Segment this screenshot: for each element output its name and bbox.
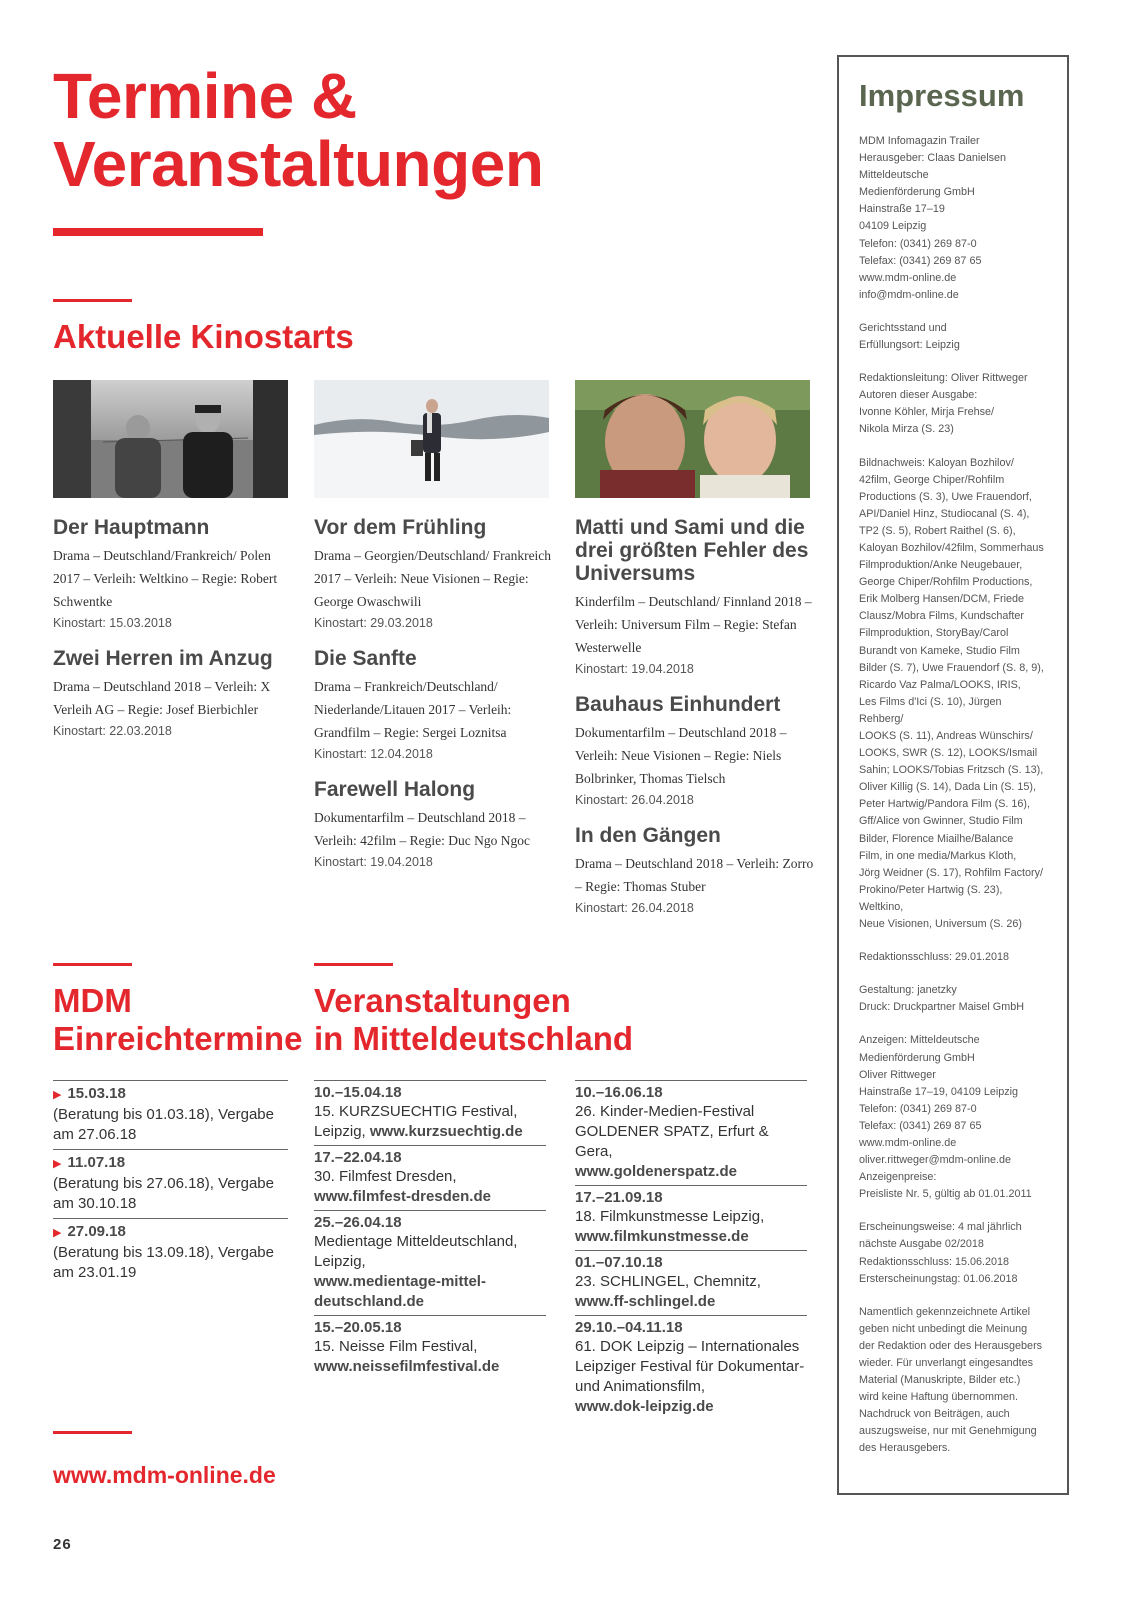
einreichtermine-heading-line-2: Einreichtermine: [53, 1020, 303, 1057]
event-date: 17.–22.04.18: [314, 1149, 402, 1166]
film-info: Drama – Deutschland 2018 – Verleih: Zorro – Regie: Thomas Stuber: [575, 856, 814, 894]
impressum-line: des Herausgebers.: [859, 1442, 951, 1455]
event-url-link[interactable]: www.kurzsuechtig.de: [369, 1123, 523, 1140]
deadline-text: (Beratung bis 27.06.18), Vergabe am 30.10.18: [53, 1175, 274, 1212]
film-column-2: [314, 516, 559, 886]
impressum-line: LOOKS (S. 11), Andreas Wünschirs/: [859, 730, 1033, 742]
event-text: 30. Filmfest Dresden,: [314, 1168, 457, 1185]
film-title: Vor dem Frühling: [314, 516, 487, 539]
film-entry: [53, 647, 298, 741]
impressum-line: Filmproduktion/Anke Neugebauer,: [859, 559, 1023, 572]
film-title: In den Gängen: [575, 824, 721, 847]
impressum-line: Sahin; LOOKS/Tobias Fritzsch (S. 13),: [859, 764, 1044, 777]
film-entry: [314, 778, 559, 872]
event-url-link[interactable]: www.filmfest-dresden.de: [314, 1188, 491, 1205]
event-text: 15. KURZSUECHTIG Festival, Leipzig,: [314, 1103, 518, 1140]
impressum-line: wird keine Haftung übernommen.: [859, 1391, 1019, 1404]
triangle-right-icon: ▶: [53, 1089, 62, 1101]
impressum-line: Neue Visionen, Universum (S. 26): [859, 918, 1023, 931]
events-column-2: [575, 1080, 807, 1420]
impressum-paragraph: [859, 1304, 1047, 1458]
impressum-line: LOOKS, SWR (S. 12), LOOKS/Ismail: [859, 747, 1038, 760]
film-start-date: Kinostart: 15.03.2018: [53, 616, 172, 630]
impressum-line: Prokino/Peter Hartwig (S. 23), Weltkino,: [859, 883, 1003, 913]
impressum-line: Bilder, Florence Miailhe/Balance: [859, 832, 1014, 845]
event-url-link[interactable]: www.ff-schlingel.de: [575, 1293, 716, 1310]
film-start-date: Kinostart: 22.03.2018: [53, 724, 172, 738]
film-info: Drama – Frankreich/Deutschland/ Niederlande/Litauen 2017 – Verleih: Grandfilm – Regie: Sergei Loznitsa: [314, 679, 512, 740]
deadline-text: (Beratung bis 13.09.18), Vergabe am 23.01.19: [53, 1244, 274, 1281]
impressum-line: Filmproduktion, StoryBay/Carol: [859, 627, 1009, 640]
film-column-3: [575, 516, 820, 932]
deadline-list: [53, 1080, 288, 1287]
event-text: 26. Kinder-Medien-Festival GOLDENER SPATZ, Erfurt & Gera,: [575, 1103, 769, 1160]
events-column-1: [314, 1080, 546, 1380]
film-title: Zwei Herren im Anzug: [53, 647, 273, 670]
event-date: 15.–20.05.18: [314, 1319, 402, 1336]
event-item: [575, 1251, 807, 1316]
impressum-body: [859, 133, 1047, 1458]
deadline-item: [53, 1081, 288, 1150]
deadline-date: 11.07.18: [67, 1154, 126, 1171]
film-start-date: Kinostart: 26.04.2018: [575, 901, 694, 915]
impressum-line: Anzeigen: Mitteldeutsche: [859, 1034, 980, 1047]
impressum-line: Ersterscheinungstag: 01.06.2018: [859, 1272, 1018, 1285]
impressum-line: Gff/Alice von Gwinner, Studio Film: [859, 815, 1023, 828]
event-date: 25.–26.04.18: [314, 1214, 402, 1231]
veranstaltungen-heading-line-1: Veranstaltungen: [314, 982, 571, 1019]
section-divider-footer: [53, 1431, 132, 1434]
film-title: Matti und Sami und die drei größten Fehler des Universums: [575, 516, 809, 585]
event-text: 15. Neisse Film Festival,: [314, 1338, 478, 1355]
event-url-link[interactable]: www.dok-leipzig.de: [575, 1398, 714, 1415]
veranstaltungen-heading: [314, 982, 633, 1058]
impressum-title: Impressum: [859, 78, 1025, 113]
impressum-line: Telefon: (0341) 269 87-0: [859, 1102, 977, 1115]
impressum-line: Les Films d'Ici (S. 10), Jürgen Rehberg/: [859, 695, 1002, 725]
event-date: 10.–15.04.18: [314, 1084, 402, 1101]
photo-vor-dem-fruehling: [314, 380, 549, 498]
film-start-date: Kinostart: 26.04.2018: [575, 793, 694, 807]
event-text: 61. DOK Leipzig – Internationales Leipziger Festival für Dokumentar- und Animationsfilm,: [575, 1338, 805, 1395]
title-underline: [53, 228, 263, 236]
event-item: [314, 1081, 546, 1146]
impressum-line: Burandt von Kameke, Studio Film: [859, 644, 1020, 657]
impressum-line: Bilder (S. 7), Uwe Frauendorf (S. 8, 9),: [859, 661, 1044, 674]
impressum-line: Erscheinungsweise: 4 mal jährlich: [859, 1221, 1022, 1234]
deadline-item: [53, 1150, 288, 1219]
impressum-line: Redaktionsschluss: 15.06.2018: [859, 1255, 1010, 1268]
impressum-line: Hainstraße 17–19, 04109 Leipzig: [859, 1085, 1019, 1098]
photo-matti-und-sami: [575, 380, 810, 498]
deadline-date: 15.03.18: [67, 1085, 126, 1102]
impressum-paragraph: [859, 455, 1047, 934]
event-url-link[interactable]: www.neissefilmfestival.de: [314, 1358, 500, 1375]
event-date: 17.–21.09.18: [575, 1189, 663, 1206]
film-entry: [575, 516, 820, 679]
photo-der-hauptmann: [53, 380, 288, 498]
impressum-line: Ivonne Köhler, Mirja Frehse/: [859, 406, 995, 419]
impressum-line: Clausz/Mobra Films, Kundschafter: [859, 610, 1025, 623]
section-divider-veranstaltungen: [314, 963, 393, 966]
film-column-1: [53, 516, 298, 755]
page-title-line-1: Termine &: [53, 60, 357, 132]
impressum-line: Nikola Mirza (S. 23): [859, 423, 954, 436]
impressum-line: Telefax: (0341) 269 87 65: [859, 254, 982, 267]
impressum-paragraph: [859, 1219, 1047, 1287]
impressum-line: info@mdm-online.de: [859, 288, 959, 301]
einreichtermine-heading-line-1: MDM: [53, 982, 132, 1019]
film-info: Drama – Deutschland 2018 – Verleih: X Verleih AG – Regie: Josef Bierbichler: [53, 679, 271, 717]
film-title: Die Sanfte: [314, 647, 417, 670]
film-entry: [575, 824, 820, 918]
event-date: 10.–16.06.18: [575, 1084, 663, 1101]
impressum-line: nächste Ausgabe 02/2018: [859, 1238, 984, 1251]
film-title: Bauhaus Einhundert: [575, 693, 781, 716]
event-url-link[interactable]: www.goldenerspatz.de: [575, 1163, 737, 1180]
impressum-line: wieder. Für unverlangt eingesandtes: [859, 1357, 1034, 1369]
page-number: 26: [53, 1536, 72, 1553]
impressum-line: Medienförderung GmbH: [859, 186, 975, 199]
impressum-line: Film, in one media/Markus Kloth,: [859, 849, 1017, 862]
impressum-paragraph: [859, 133, 1047, 304]
event-text: Medientage Mitteldeutschland, Leipzig,: [314, 1233, 518, 1270]
impressum-line: www.mdm-online.de: [859, 1136, 957, 1149]
event-item: [314, 1146, 546, 1211]
impressum-line: www.mdm-online.de: [859, 271, 957, 284]
einreichtermine-heading: [53, 982, 302, 1058]
impressum-line: Medienförderung GmbH: [859, 1051, 975, 1064]
event-item: [575, 1081, 807, 1186]
impressum-line: der Redaktion oder des Herausgebers: [859, 1339, 1043, 1352]
impressum-line: Erik Molberg Hansen/DCM, Friede: [859, 593, 1025, 606]
event-item: [314, 1211, 546, 1316]
impressum-line: Nachdruck von Beiträgen, auch: [859, 1408, 1010, 1421]
impressum-line: Herausgeber: Claas Danielsen: [859, 152, 1007, 165]
impressum-line: 04109 Leipzig: [859, 220, 927, 233]
impressum-line: Ricardo Vaz Palma/LOOKS, IRIS,: [859, 678, 1021, 691]
impressum-line: Gerichtsstand und: [859, 321, 947, 334]
impressum-line: Hainstraße 17–19: [859, 203, 945, 216]
impressum-line: Autoren dieser Ausgabe:: [859, 389, 978, 402]
impressum-line: Telefon: (0341) 269 87-0: [859, 237, 977, 250]
impressum-line: Anzeigenpreise:: [859, 1171, 937, 1184]
impressum-line: Jörg Weidner (S. 17), Rohfilm Factory/: [859, 866, 1044, 879]
triangle-right-icon: ▶: [53, 1158, 62, 1170]
film-title: Der Hauptmann: [53, 516, 210, 539]
impressum-line: Namentlich gekennzeichnete Artikel: [859, 1305, 1031, 1318]
film-start-date: Kinostart: 29.03.2018: [314, 616, 433, 630]
impressum-line: MDM Infomagazin Trailer: [859, 135, 980, 147]
page-title: [53, 62, 753, 198]
film-entry: [53, 516, 298, 633]
film-title: Farewell Halong: [314, 778, 476, 801]
impressum-line: Kaloyan Bozhilov/42film, Sommerhaus: [859, 541, 1044, 554]
footer-website-link[interactable]: www.mdm-online.de: [53, 1462, 276, 1488]
impressum-paragraph: [859, 320, 1047, 354]
event-url-link[interactable]: www.medientage-mittel- deutschland.de: [314, 1273, 486, 1310]
impressum-line: George Chiper/Rohfilm Productions,: [859, 576, 1033, 589]
impressum-paragraph: [859, 949, 1047, 966]
event-date: 01.–07.10.18: [575, 1254, 663, 1271]
event-url-link[interactable]: www.filmkunstmesse.de: [575, 1228, 749, 1245]
event-item: [575, 1186, 807, 1251]
film-info: Drama – Deutschland/Frankreich/ Polen 2017 – Verleih: Weltkino – Regie: Robert Schwentke: [53, 548, 278, 609]
event-item: [575, 1316, 807, 1420]
impressum-line: Peter Hartwig/Pandora Film (S. 16),: [859, 798, 1031, 811]
impressum-line: Productions (S. 3), Uwe Frauendorf,: [859, 490, 1032, 503]
impressum-line: API/Daniel Hinz, Studiocanal (S. 4),: [859, 507, 1030, 520]
film-info: Dokumentarfilm – Deutschland 2018 – Verleih: Neue Visionen – Regie: Niels Bolbrinker, Thomas Tielsch: [575, 725, 787, 786]
impressum-line: Erfüllungsort: Leipzig: [859, 339, 960, 352]
impressum-line: Oliver Rittweger: [859, 1068, 936, 1081]
impressum-line: TP2 (S. 5), Robert Raithel (S. 6),: [859, 524, 1016, 537]
page-title-line-2: Veranstaltungen: [53, 128, 544, 200]
impressum-line: Oliver Killig (S. 14), Dada Lin (S. 15),: [859, 781, 1037, 794]
event-item: [314, 1316, 546, 1380]
section-divider-einreichtermine: [53, 963, 132, 966]
film-entry: [314, 516, 559, 633]
impressum-line: auszugsweise, nur mit Genehmigung: [859, 1425, 1037, 1438]
impressum-line: oliver.rittweger@mdm-online.de: [859, 1154, 1011, 1167]
impressum-line: Preisliste Nr. 5, gültig ab 01.01.2011: [859, 1188, 1032, 1201]
film-info: Dokumentarfilm – Deutschland 2018 – Verleih: 42film – Regie: Duc Ngo Ngoc: [314, 810, 530, 848]
impressum-line: Redaktionsleitung: Oliver Rittweger: [859, 372, 1028, 385]
event-text: 23. SCHLINGEL, Chemnitz,: [575, 1273, 761, 1290]
film-entry: [575, 693, 820, 810]
event-date: 29.10.–04.11.18: [575, 1319, 683, 1336]
impressum-line: Material (Manuskripte, Bilder etc.): [859, 1374, 1021, 1387]
impressum-paragraph: [859, 1032, 1047, 1203]
film-entry: [314, 647, 559, 764]
film-info: Drama – Georgien/Deutschland/ Frankreich 2017 – Verleih: Neue Visionen – Regie: George Owaschwili: [314, 548, 552, 609]
deadline-date: 27.09.18: [67, 1223, 126, 1240]
impressum-line: 42film, George Chiper/Rohfilm: [859, 473, 1005, 486]
section-divider-kinostarts: [53, 299, 132, 302]
veranstaltungen-heading-line-2: in Mitteldeutschland: [314, 1020, 634, 1057]
impressum-line: Gestaltung: janetzky: [859, 984, 957, 997]
impressum-box: [837, 55, 1069, 1495]
kinostarts-heading: Aktuelle Kinostarts: [53, 318, 354, 355]
film-start-date: Kinostart: 19.04.2018: [314, 855, 433, 869]
film-start-date: Kinostart: 19.04.2018: [575, 662, 694, 676]
impressum-line: Druck: Druckpartner Maisel GmbH: [859, 1001, 1024, 1014]
event-text: 18. Filmkunstmesse Leipzig,: [575, 1208, 765, 1225]
triangle-right-icon: ▶: [53, 1227, 62, 1239]
impressum-paragraph: [859, 982, 1047, 1016]
impressum-line: Mitteldeutsche: [859, 169, 929, 182]
impressum-paragraph: [859, 370, 1047, 438]
impressum-line: geben nicht unbedingt die Meinung: [859, 1322, 1028, 1335]
deadline-item: [53, 1219, 288, 1287]
film-start-date: Kinostart: 12.04.2018: [314, 747, 433, 761]
impressum-line: Telefax: (0341) 269 87 65: [859, 1119, 982, 1132]
impressum-line: Bildnachweis: Kaloyan Bozhilov/: [859, 456, 1014, 469]
impressum-line: Redaktionsschluss: 29.01.2018: [859, 951, 1010, 964]
film-info: Kinderfilm – Deutschland/ Finnland 2018 – Verleih: Universum Film – Regie: Stefan Westerwelle: [575, 594, 812, 655]
deadline-text: (Beratung bis 01.03.18), Vergabe am 27.06.18: [53, 1106, 274, 1143]
